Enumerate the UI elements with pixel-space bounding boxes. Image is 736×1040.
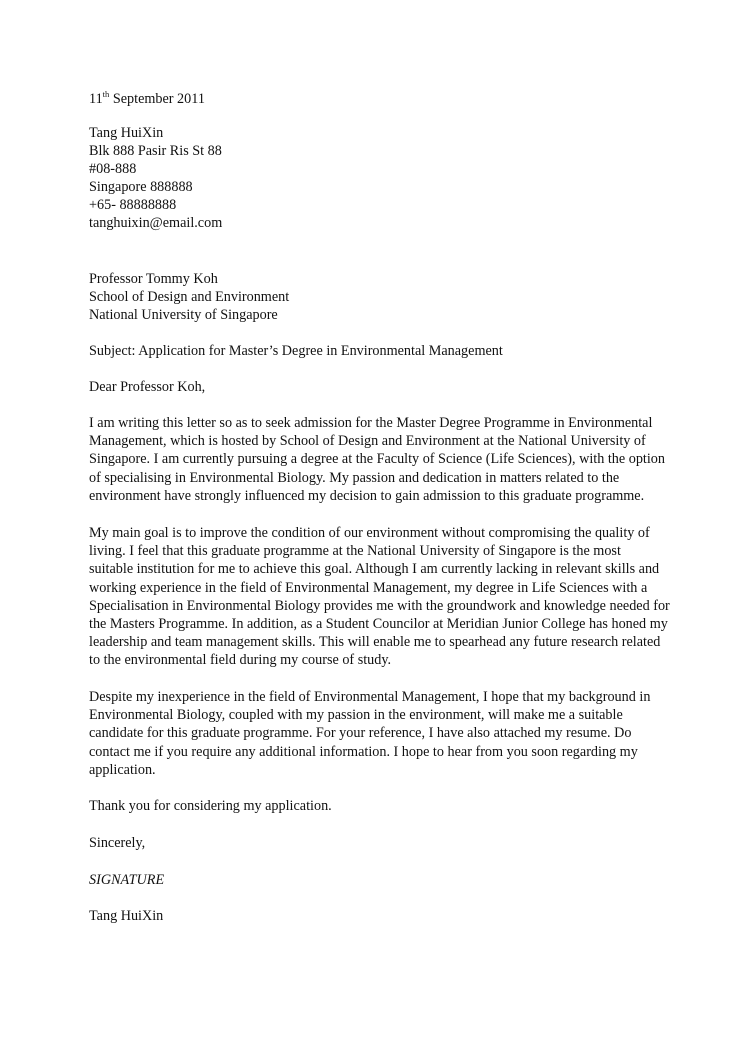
paragraph-line: the Masters Programme. In addition, as a Student Councilor at Meridian Junior College has honed my: [89, 616, 668, 633]
recipient-institution: National University of Singapore: [89, 307, 278, 323]
paragraph-line: of specialising in Environmental Biology. My passion and dedication in matters related to the: [89, 469, 620, 486]
paragraph-line: contact me if you require any additional information. I hope to hear from you soon regarding my: [89, 743, 638, 760]
date-day: 11: [89, 91, 103, 107]
sender-name: Tang HuiXin: [89, 125, 164, 141]
subject-line: Subject: Application for Master’s Degree in Environmental Management: [89, 343, 503, 359]
paragraph-line: application.: [89, 761, 156, 778]
sender-address-line3: Singapore 888888: [89, 179, 193, 195]
paragraph-line: candidate for this graduate programme. For your reference, I have also attached my resume. Do: [89, 725, 632, 742]
paragraph-line: working experience in the field of Environmental Management, my degree in Life Sciences with a: [89, 579, 648, 596]
recipient-name: Professor Tommy Koh: [89, 271, 218, 287]
paragraph-line: My main goal is to improve the condition of our environment without compromising the quality of: [89, 525, 650, 541]
letter-date: [89, 90, 205, 108]
paragraph-line: Management, which is hosted by School of Design and Environment at the National University of: [89, 433, 646, 450]
paragraph-line: to the environmental field during my course of study.: [89, 652, 392, 669]
sender-address-line2: #08-888: [89, 161, 137, 177]
paragraph-line: I am writing this letter so as to seek admission for the Master Degree Programme in Environmental: [89, 415, 653, 431]
sender-phone: +65- 88888888: [89, 197, 177, 213]
sender-address-line1: Blk 888 Pasir Ris St 88: [89, 143, 222, 159]
date-month-year: September 2011: [109, 91, 205, 107]
recipient-department: School of Design and Environment: [89, 289, 290, 305]
body-paragraph-3: [89, 688, 689, 779]
paragraph-line: environment have strongly influenced my decision to gain admission to this graduate programme.: [89, 487, 645, 504]
paragraph-line: leadership and team management skills. This will enable me to spearhead any future research related: [89, 634, 661, 651]
paragraph-line: Despite my inexperience in the field of Environmental Management, I hope that my background in: [89, 689, 651, 705]
salutation: Dear Professor Koh,: [89, 379, 206, 395]
date-ordinal: th: [102, 89, 110, 99]
closing: Sincerely,: [89, 835, 146, 851]
signature-placeholder: SIGNATURE: [89, 872, 165, 888]
paragraph-line: suitable institution for me to achieve this goal. Although I am currently lacking in relevant skills and: [89, 561, 660, 578]
paragraph-line: Specialisation in Environmental Biology provides me with the groundwork and knowledge needed for: [89, 597, 670, 614]
body-paragraph-1: [89, 414, 689, 505]
sender-email: tanghuixin@email.com: [89, 215, 223, 231]
signoff-name: Tang HuiXin: [89, 908, 164, 924]
thanks-line: Thank you for considering my application.: [89, 798, 332, 814]
paragraph-line: Singapore. I am currently pursuing a degree at the Faculty of Science (Life Sciences), with the option: [89, 451, 665, 468]
paragraph-line: living. I feel that this graduate programme at the National University of Singapore is the most: [89, 543, 621, 560]
body-paragraph-2: [89, 524, 689, 670]
paragraph-line: Environmental Biology, coupled with my passion in the environment, will make me a suitable: [89, 707, 623, 724]
